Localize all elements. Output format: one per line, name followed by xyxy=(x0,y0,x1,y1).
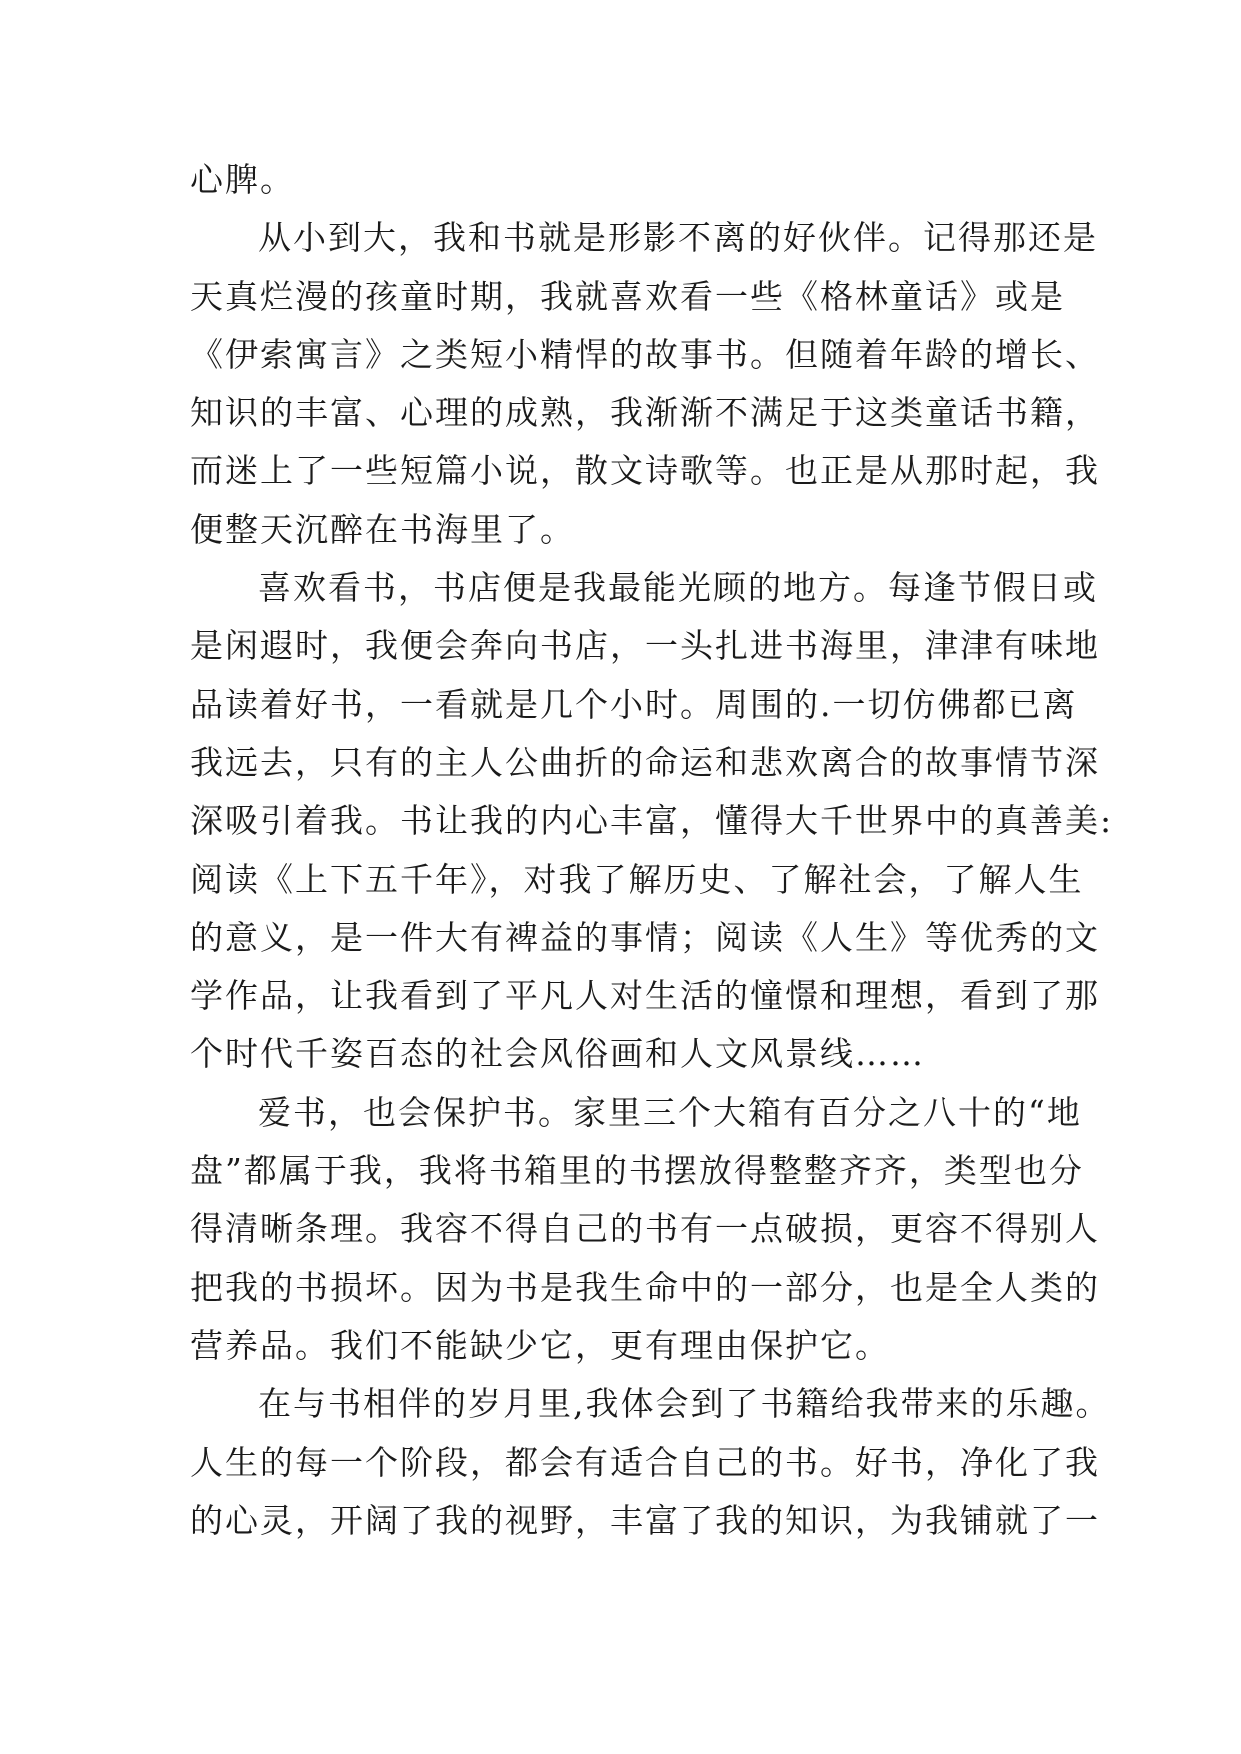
text-line: 的心灵，开阔了我的视野，丰富了我的知识，为我铺就了一 xyxy=(190,1500,1100,1540)
text-line: 品读着好书，一看就是几个小时。周围的.一切仿佛都已离 xyxy=(190,684,1078,724)
document-body xyxy=(190,151,1114,1550)
text-line: 我远去，只有的主人公曲折的命运和悲欢离合的故事情节深 xyxy=(190,742,1100,782)
text-line: 把我的书损坏。因为书是我生命中的一部分，也是全人类的 xyxy=(190,1267,1100,1307)
text-line: 学作品，让我看到了平凡人对生活的憧憬和理想，看到了那 xyxy=(190,976,1100,1016)
text-line: 人生的每一个阶段，都会有适合自己的书。好书，净化了我 xyxy=(190,1442,1100,1482)
text-line: 心脾。 xyxy=(190,160,295,199)
text-line: 在与书相伴的岁月里,我体会到了书籍给我带来的乐趣。 xyxy=(258,1384,1111,1424)
text-line: 而迷上了一些短篇小说，散文诗歌等。也正是从那时起，我 xyxy=(190,451,1100,491)
text-line: 喜欢看书，书店便是我最能光顾的地方。每逢节假日或 xyxy=(258,568,1098,608)
paragraph xyxy=(190,151,1062,209)
text-line: 爱书，也会保护书。家里三个大箱有百分之八十的“地 xyxy=(258,1092,1082,1132)
paragraph xyxy=(190,209,1100,559)
paragraph xyxy=(190,1084,1100,1375)
text-line: 阅读《上下五千年》，对我了解历史、了解社会，了解人生 xyxy=(190,859,1084,899)
text-line: 得清晰条理。我容不得自己的书有一点破损，更容不得别人 xyxy=(190,1209,1100,1249)
text-line: 天真烂漫的孩童时期，我就喜欢看一些《格林童话》或是 xyxy=(190,276,1065,316)
paragraph xyxy=(190,1375,1111,1550)
text-line: 营养品。我们不能缺少它，更有理由保护它。 xyxy=(190,1325,890,1365)
text-line: 是闲遐时，我便会奔向书店，一头扎进书海里，津津有味地 xyxy=(190,626,1100,666)
text-line: 个时代千姿百态的社会风俗画和人文风景线…… xyxy=(190,1034,925,1074)
text-line: 盘”都属于我，我将书箱里的书摆放得整整齐齐，类型也分 xyxy=(190,1151,1084,1191)
text-line: 便整天沉醉在书海里了。 xyxy=(190,509,575,549)
text-line: 《伊索寓言》之类短小精悍的故事书。但随着年龄的增长、 xyxy=(190,334,1100,374)
paragraph xyxy=(190,559,1114,1084)
text-line: 知识的丰富、心理的成熟，我渐渐不满足于这类童话书籍， xyxy=(190,393,1100,433)
text-line: 的意义，是一件大有裨益的事情；阅读《人生》等优秀的文 xyxy=(190,917,1100,957)
text-line: 深吸引着我。书让我的内心丰富，懂得大千世界中的真善美: xyxy=(190,801,1114,841)
text-line: 从小到大，我和书就是形影不离的好伙伴。记得那还是 xyxy=(258,218,1098,258)
